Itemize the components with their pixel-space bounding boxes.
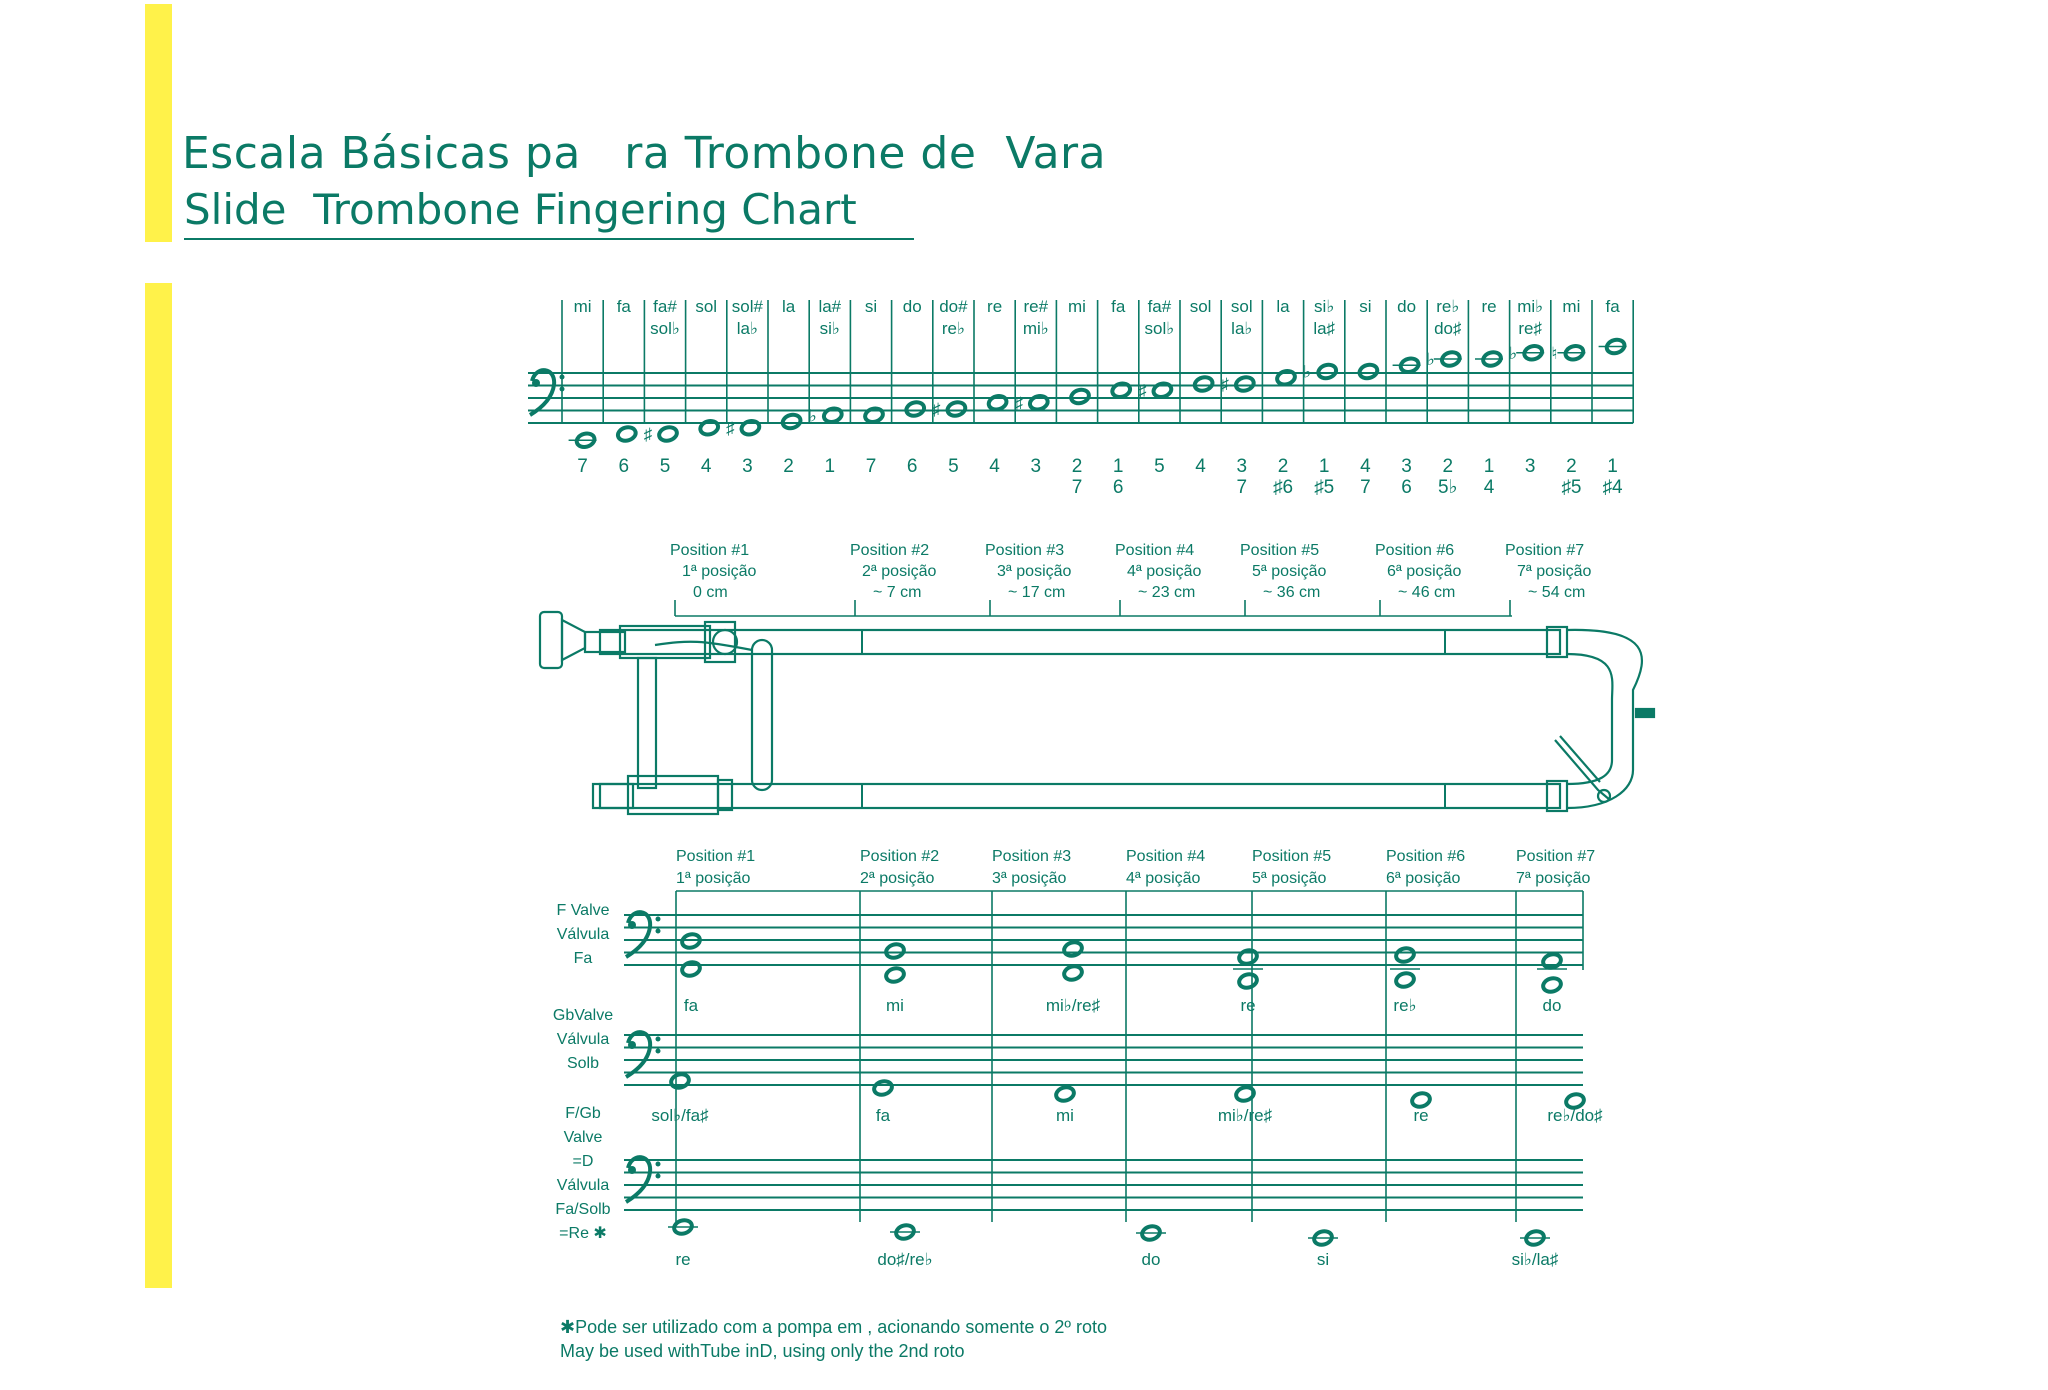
- position-number: 1: [1483, 456, 1495, 477]
- accidental: ♭: [808, 406, 817, 426]
- note-name: mi: [573, 297, 592, 316]
- note-name: do: [1397, 297, 1417, 316]
- valve-position-1: [676, 848, 755, 887]
- note-head: [1542, 952, 1563, 969]
- slide-brace-outer: [752, 640, 772, 790]
- valve-note-name: do: [1141, 1250, 1161, 1269]
- position-label-pt: 5ª posição: [1252, 563, 1327, 580]
- valve-position-2: [860, 848, 939, 887]
- slide-position-labels: [670, 542, 1592, 616]
- note-name: si: [864, 297, 878, 316]
- position-number-alt: ♯6: [1272, 477, 1294, 498]
- valve-position-en: Position #1: [676, 848, 756, 865]
- position-distance: ~ 23 cm: [1138, 584, 1196, 601]
- valve-position-pt: 6ª posição: [1386, 870, 1461, 887]
- note-name: re♭: [1436, 297, 1460, 316]
- accidental: ♭: [1303, 362, 1312, 382]
- row-label-line: Válvula: [556, 926, 610, 943]
- position-number-alt: ♯5: [1561, 477, 1582, 498]
- valve-note-name: fa: [683, 996, 699, 1015]
- valve-position-7: [1516, 848, 1595, 887]
- slide-position-1: [670, 542, 757, 601]
- note-name: re: [987, 297, 1003, 316]
- row-label-line: Fa/Solb: [555, 1201, 611, 1218]
- note-head: [873, 1079, 894, 1096]
- valve-note-name: mi♭/re♯: [1217, 1106, 1273, 1125]
- mouthpiece-icon: [540, 612, 562, 668]
- valve-note-name: do♯/re♭: [877, 1250, 933, 1269]
- position-label-pt: 2ª posição: [862, 563, 937, 580]
- position-number: 5: [948, 456, 959, 477]
- position-distance: ~ 54 cm: [1528, 584, 1586, 601]
- position-number-alt: 5♭: [1438, 477, 1458, 498]
- scale-note-column: [644, 297, 680, 477]
- scale-note-column: [781, 297, 802, 477]
- position-number: 4: [989, 456, 1000, 477]
- valve-position-en: Position #3: [992, 848, 1072, 865]
- note-head: [1063, 964, 1084, 981]
- position-number-alt: 7: [1360, 477, 1371, 498]
- position-number: 7: [577, 456, 588, 477]
- position-number-alt: 6: [1112, 477, 1124, 498]
- position-number-alt: 7: [1071, 477, 1083, 498]
- note-name-alt: sol♭: [1144, 319, 1175, 338]
- bass-clef-icon: [626, 1157, 661, 1202]
- note-name: fa: [1605, 297, 1620, 316]
- valve-staff-3: [624, 1160, 1583, 1210]
- note-name: la: [1276, 297, 1290, 316]
- position-number: 4: [1195, 456, 1206, 477]
- slide-position-2: [850, 542, 937, 601]
- scale-note-column: [616, 297, 637, 477]
- note-name-alt: la♭: [736, 319, 759, 338]
- position-label-pt: 1ª posição: [682, 563, 757, 580]
- slide-position-7: [1505, 542, 1592, 601]
- note-head: [905, 400, 926, 417]
- accidental: ♭: [1426, 350, 1435, 369]
- lower-slide-tube: [600, 784, 1560, 808]
- note-name: fa: [1111, 297, 1126, 316]
- valve-row-notes-3: [668, 1218, 1559, 1269]
- valve-note-name: si♭/la♯: [1511, 1250, 1559, 1269]
- position-number: 7: [865, 456, 877, 477]
- position-number: 2: [1566, 456, 1577, 477]
- note-head: [1317, 363, 1338, 380]
- note-head: [1276, 369, 1297, 386]
- valve-row-label: [556, 902, 609, 967]
- slide-position-5: [1240, 542, 1327, 601]
- position-distance: ~ 46 cm: [1398, 584, 1456, 601]
- note-name: mi: [1562, 297, 1581, 316]
- note-head: [1055, 1085, 1076, 1102]
- position-number: 3: [1236, 456, 1248, 477]
- note-name: re: [1481, 297, 1497, 316]
- note-head: [1395, 971, 1416, 988]
- slide-position-4: [1115, 542, 1202, 601]
- row-label-line: Válvula: [556, 1031, 610, 1048]
- accidental: ♭: [1509, 343, 1518, 363]
- note-name: si♭: [1314, 297, 1335, 316]
- note-name: sol: [1230, 297, 1253, 316]
- valve-chart: [553, 848, 1603, 1269]
- position-label-en: Position #2: [850, 542, 930, 559]
- note-name-alt: re♭: [941, 319, 965, 338]
- position-label-pt: 6ª posição: [1387, 563, 1462, 580]
- note-head: [740, 419, 761, 436]
- note-head: [987, 394, 1008, 411]
- valve-row-notes-2: [651, 1072, 1603, 1125]
- valve-note-name: re♭: [1393, 996, 1417, 1015]
- position-number: 3: [1030, 456, 1042, 477]
- valve-row-label: [555, 1105, 610, 1242]
- valve-note-name: mi♭/re♯: [1045, 996, 1101, 1015]
- note-head: [1234, 375, 1255, 392]
- position-number: 1: [1318, 456, 1330, 477]
- note-head: [1111, 382, 1132, 399]
- note-name: sol: [1189, 297, 1212, 316]
- slide-crook: [1567, 630, 1642, 808]
- note-head: [658, 425, 679, 442]
- valve-note-name: do: [1542, 996, 1562, 1015]
- scale-note-column: [864, 297, 885, 477]
- note-name-alt: mi♭: [1022, 319, 1049, 338]
- scale-staff: [528, 297, 1633, 498]
- valve-note-name: mi: [1056, 1106, 1074, 1125]
- row-label-line: GbValve: [552, 1007, 614, 1024]
- position-label-en: Position #7: [1505, 542, 1585, 559]
- note-head: [822, 407, 843, 424]
- position-number: 6: [906, 456, 918, 477]
- position-number: 1: [1607, 456, 1618, 477]
- note-head: [781, 413, 802, 430]
- note-head: [1238, 948, 1259, 965]
- note-head: [616, 425, 637, 442]
- footnote-marker: ✱: [560, 1317, 576, 1337]
- note-head: [1152, 382, 1173, 399]
- scale-note-column: [726, 297, 763, 477]
- valve-position-pt: 3ª posição: [992, 870, 1067, 887]
- position-number: 1: [824, 456, 836, 477]
- valve-position-en: Position #4: [1126, 848, 1206, 865]
- scale-note-column: [695, 297, 719, 477]
- position-label-en: Position #4: [1115, 542, 1195, 559]
- note-head: [1063, 940, 1084, 957]
- position-label-pt: 4ª posição: [1127, 563, 1202, 580]
- note-head: [699, 419, 720, 436]
- valve-position-3: [992, 848, 1071, 887]
- valve-position-pt: 2ª posição: [860, 870, 935, 887]
- slide-brace-inner: [638, 658, 656, 788]
- accidental: ♯: [643, 425, 653, 444]
- scale-note-column: [903, 297, 926, 477]
- valve-note-name: re: [675, 1250, 691, 1269]
- position-number: 4: [1360, 456, 1371, 477]
- note-head: [885, 966, 906, 983]
- position-number: 3: [1401, 456, 1412, 477]
- valve-position-pt: 5ª posição: [1252, 870, 1327, 887]
- upper-slide-tube: [600, 630, 1560, 654]
- position-label-pt: 3ª posição: [997, 563, 1072, 580]
- slide-stocking: [1547, 627, 1567, 657]
- position-label-en: Position #5: [1240, 542, 1320, 559]
- position-label-en: Position #1: [670, 542, 750, 559]
- page-title-pt: Escala Básicas pa ra Trombone de Vara: [182, 128, 1107, 179]
- position-distance: ~ 17 cm: [1008, 584, 1066, 601]
- position-number: 2: [783, 456, 794, 477]
- accidental: ♯: [1014, 393, 1024, 413]
- row-label-line: F Valve: [556, 902, 610, 919]
- note-name: mi♭: [1517, 297, 1544, 316]
- scale-note-column: [1015, 297, 1050, 477]
- position-number: 2: [1071, 456, 1083, 477]
- note-name: do#: [939, 297, 968, 316]
- row-label-line: F/Gb: [565, 1105, 601, 1122]
- note-name: si: [1359, 297, 1372, 316]
- note-name: sol#: [731, 297, 763, 316]
- note-name: sol: [695, 297, 718, 316]
- scale-note-column: [1190, 297, 1214, 477]
- note-head: [1070, 388, 1091, 405]
- valve-note-name: re: [1240, 996, 1256, 1015]
- valve-position-en: Position #7: [1516, 848, 1596, 865]
- position-number: 5: [1154, 456, 1165, 477]
- position-distance: ~ 7 cm: [873, 584, 922, 601]
- note-name: mi: [1068, 297, 1086, 316]
- slide-position-3: [985, 542, 1072, 601]
- bass-clef-icon: [530, 370, 565, 415]
- valve-row-label: [553, 1007, 613, 1072]
- valve-position-pt: 7ª posição: [1516, 870, 1591, 887]
- scale-note-column: [987, 297, 1008, 477]
- valve-position-en: Position #6: [1386, 848, 1466, 865]
- note-head: [885, 942, 906, 959]
- position-number: 5: [659, 456, 671, 477]
- position-number: 2: [1442, 456, 1454, 477]
- trombone-illustration: [540, 612, 1654, 814]
- row-label-line: Válvula: [556, 1177, 610, 1194]
- valve-position-6: [1386, 848, 1465, 887]
- row-label-line: Solb: [566, 1055, 600, 1072]
- accidental: ♯: [726, 418, 735, 438]
- position-number-alt: 4: [1483, 477, 1495, 498]
- note-name-alt: re♯: [1518, 319, 1543, 338]
- scale-note-column: [809, 297, 843, 477]
- valve-position-5: [1252, 848, 1331, 887]
- position-label-pt: 7ª posição: [1517, 563, 1592, 580]
- row-label-line: Valve: [563, 1129, 603, 1146]
- note-name-alt: sol♭: [650, 319, 680, 338]
- footnote-pt: ✱Pode ser utilizado com a pompa em , acionando somente o 2º roto: [560, 1317, 1107, 1337]
- valve-note-name: re: [1413, 1106, 1429, 1125]
- position-number-alt: ♯5: [1314, 477, 1335, 498]
- note-head: [946, 400, 967, 417]
- position-number: 3: [1524, 456, 1536, 477]
- slide-position-6: [1375, 542, 1462, 601]
- position-number-alt: 7: [1236, 477, 1248, 498]
- valve-note-name: fa: [875, 1106, 891, 1125]
- valve-position-en: Position #2: [860, 848, 940, 865]
- valve-position-pt: 1ª posição: [676, 870, 751, 887]
- scale-note-column: [569, 297, 597, 477]
- position-number: 2: [1277, 456, 1289, 477]
- slide-crook-inner: [1567, 654, 1612, 784]
- note-name-alt: si♭: [819, 319, 840, 338]
- valve-row-notes-1: [681, 932, 1567, 1015]
- position-distance: ~ 36 cm: [1263, 584, 1321, 601]
- position-number: 6: [618, 456, 630, 477]
- note-name: do: [902, 297, 922, 316]
- bass-clef-icon: [626, 912, 661, 957]
- footnote-en: May be used withTube inD, using only the 2nd roto: [560, 1341, 965, 1361]
- accidental: ♮: [1551, 343, 1558, 363]
- valve-staff-1: [624, 915, 1583, 965]
- note-name: fa#: [1147, 297, 1172, 316]
- position-label-en: Position #3: [985, 542, 1065, 559]
- bass-clef-icon: [626, 1032, 661, 1077]
- row-label-line: =D: [572, 1153, 594, 1170]
- valve-note-name: si: [1316, 1250, 1330, 1269]
- accidental: ♯: [932, 400, 941, 419]
- note-name-alt: do♯: [1434, 319, 1462, 338]
- note-head: [1395, 946, 1416, 963]
- scale-note-column: [932, 297, 968, 477]
- note-name: re#: [1023, 297, 1049, 316]
- position-label-en: Position #6: [1375, 542, 1455, 559]
- position-number-alt: 6: [1401, 477, 1412, 498]
- accidental: ♯: [1220, 375, 1230, 394]
- note-head: [1542, 976, 1563, 993]
- note-name-alt: la♯: [1313, 319, 1336, 338]
- note-head: [1238, 972, 1259, 989]
- valve-note-name: mi: [886, 996, 904, 1015]
- position-distance: 0 cm: [693, 584, 728, 601]
- accidental: ♯: [1138, 381, 1147, 401]
- note-head: [681, 960, 702, 977]
- note-head: [1358, 363, 1379, 380]
- note-name: la: [781, 297, 796, 316]
- valve-position-en: Position #5: [1252, 848, 1332, 865]
- note-head: [1028, 394, 1049, 411]
- valve-note-name: re♭/do♯: [1547, 1106, 1603, 1125]
- note-name-alt: la♭: [1231, 319, 1253, 338]
- valve-position-4: [1126, 848, 1205, 887]
- position-number: 4: [700, 456, 712, 477]
- valve-staff-2: [624, 1035, 1583, 1085]
- note-head: [1193, 375, 1214, 392]
- position-number-alt: ♯4: [1602, 477, 1623, 498]
- slide-stocking: [1547, 781, 1567, 811]
- note-name: fa#: [653, 297, 677, 316]
- row-label-line: =Re ✱: [559, 1225, 607, 1242]
- water-key-icon: [1636, 709, 1654, 717]
- page-title-en: Slide Trombone Fingering Chart: [184, 185, 857, 234]
- scale-note-column: [1138, 297, 1174, 477]
- note-head: [670, 1072, 691, 1089]
- note-name: fa: [616, 297, 631, 316]
- position-number: 3: [742, 456, 753, 477]
- valve-position-pt: 4ª posição: [1126, 870, 1201, 887]
- note-head: [864, 407, 885, 424]
- footnote: [560, 1315, 1107, 1363]
- valve-note-name: sol♭/fa♯: [651, 1106, 709, 1125]
- scale-note-column: [1509, 297, 1544, 477]
- position-number: 1: [1112, 456, 1124, 477]
- row-label-line: Fa: [573, 950, 593, 967]
- note-name: la#: [818, 297, 842, 316]
